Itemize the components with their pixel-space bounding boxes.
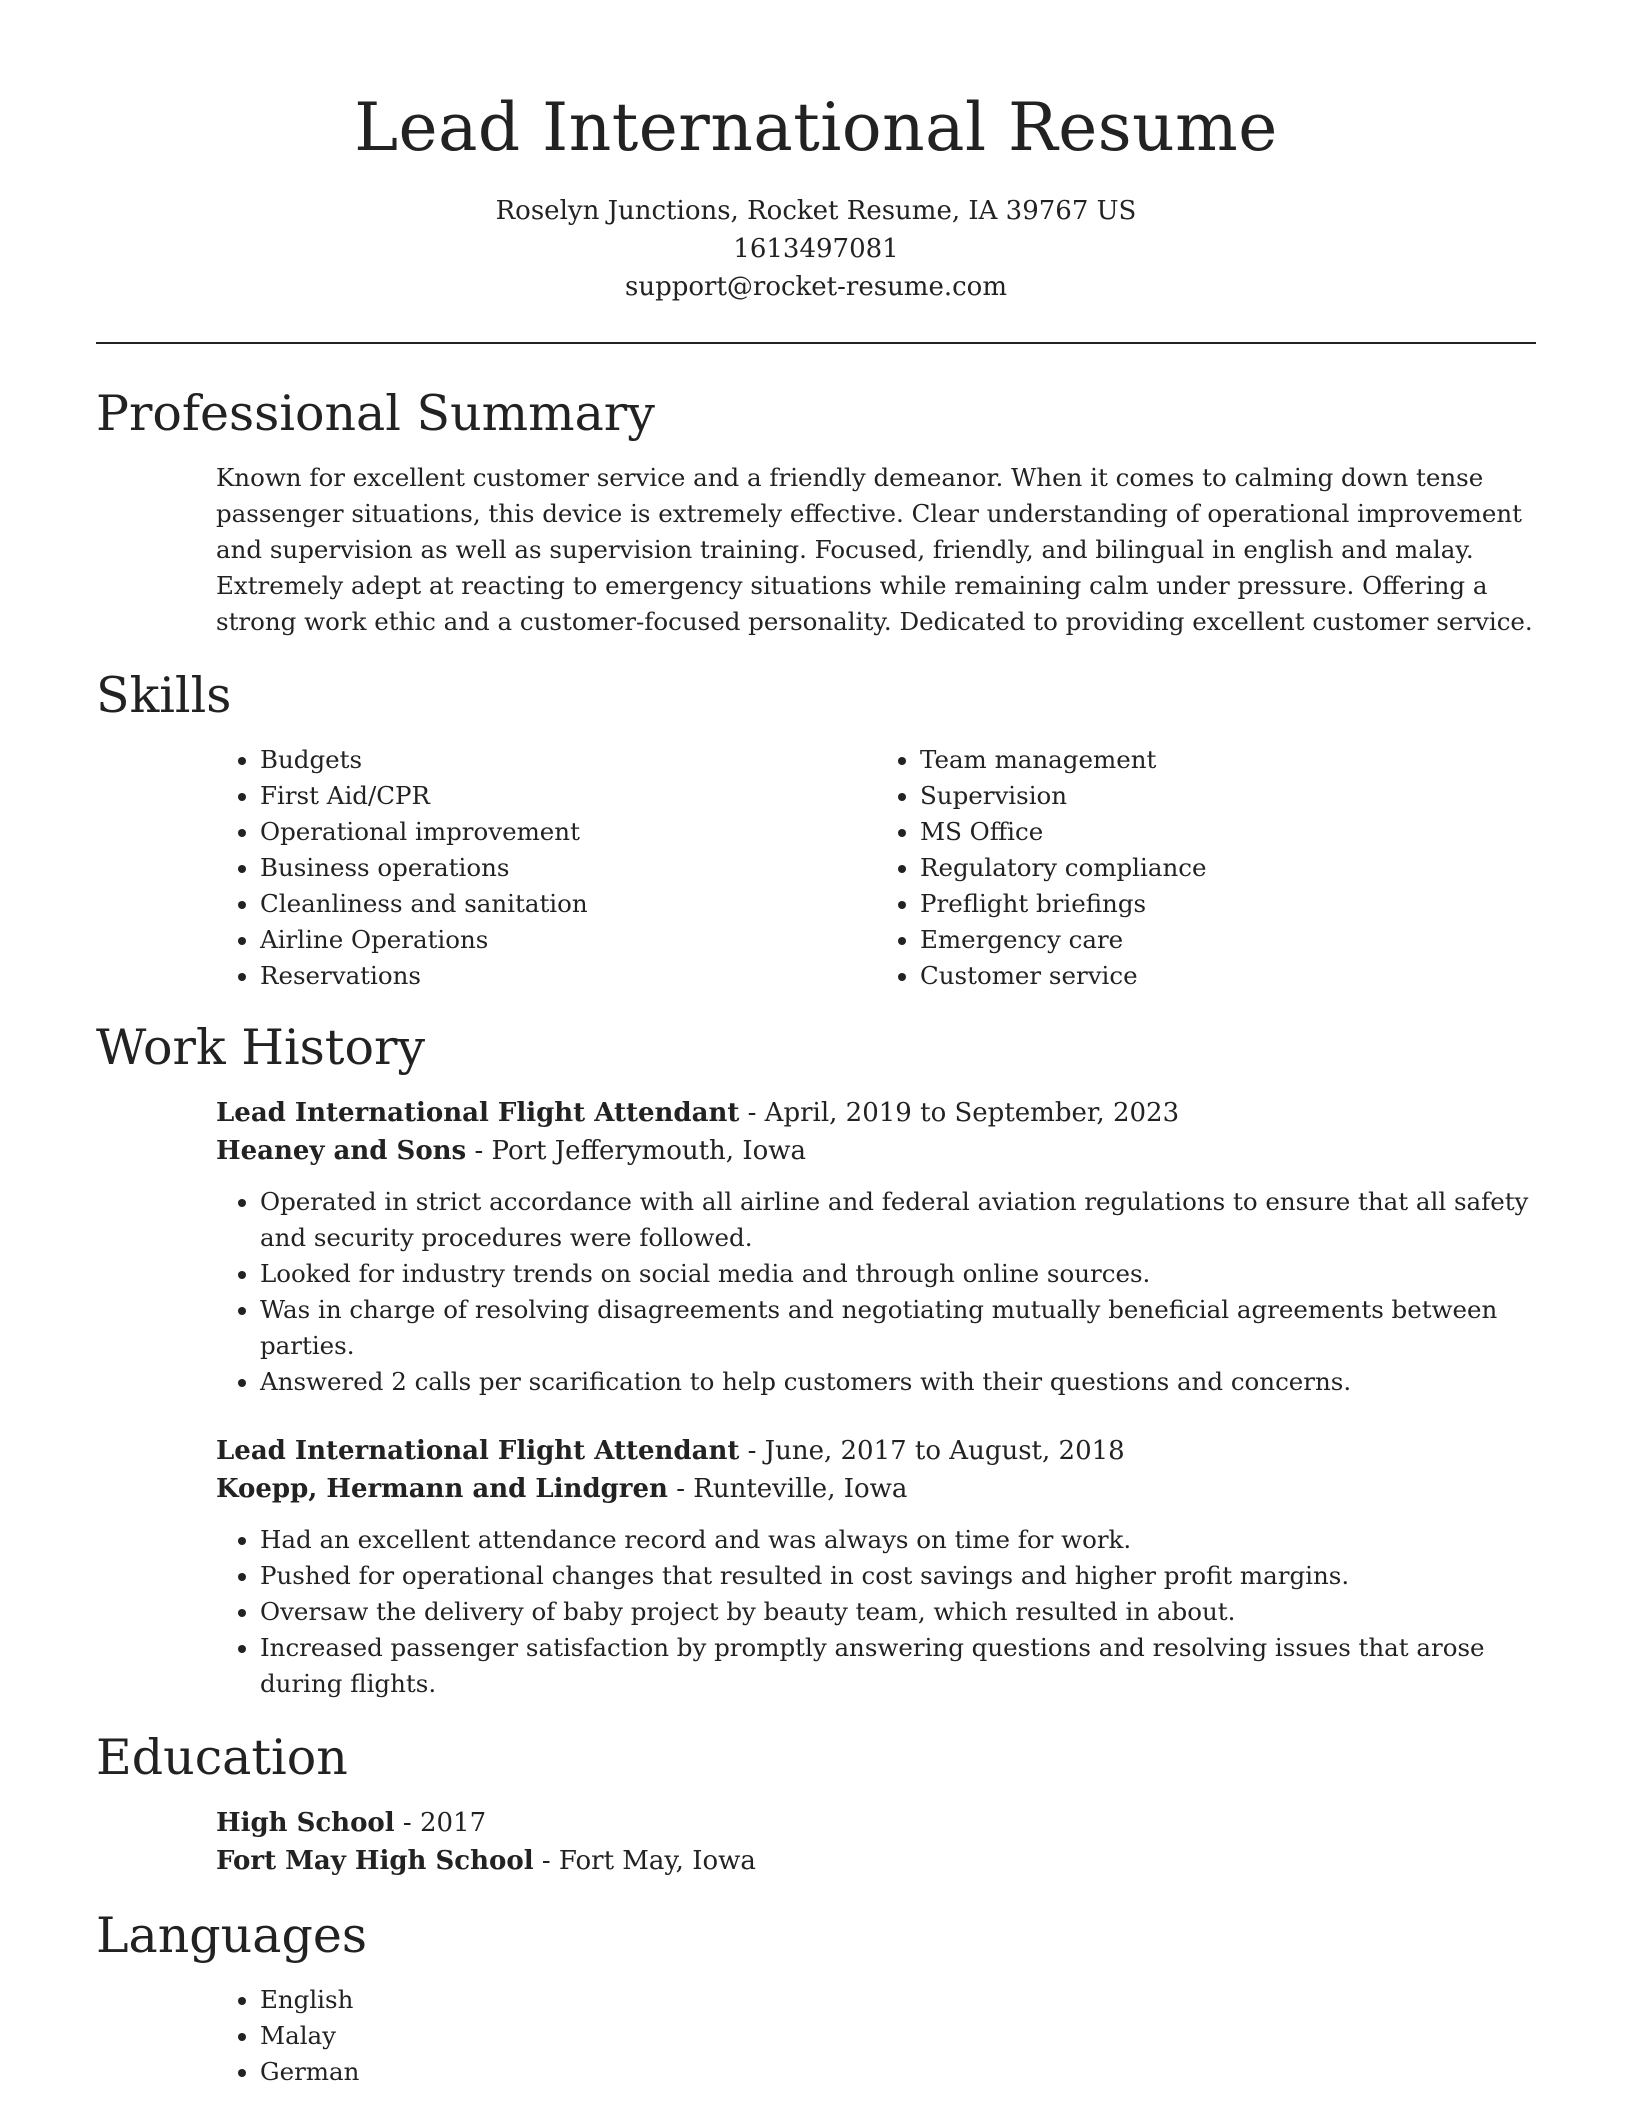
job-entry <box>216 1432 1536 1702</box>
language-item: • Malay <box>260 2018 1536 2054</box>
education-school-line <box>216 1842 1536 1880</box>
education-year: - 2017 <box>394 1808 487 1838</box>
work-heading: Work History <box>96 1019 426 1076</box>
languages-list <box>216 1982 1536 2090</box>
job-company-line <box>216 1470 1536 1508</box>
job-bullet: • Answered 2 calls per scarification to help customers with their questions and concerns. <box>260 1364 1536 1400</box>
contact-phone: 1613497081 <box>733 234 899 264</box>
skill-item: • Regulatory compliance <box>920 850 1536 886</box>
job-bullets <box>216 1522 1536 1702</box>
education-degree-line <box>216 1804 1536 1842</box>
language-item: • German <box>260 2054 1536 2090</box>
skill-item: • MS Office <box>920 814 1536 850</box>
job-company-line <box>216 1132 1536 1170</box>
resume-page <box>96 0 1536 2090</box>
job-bullet: • Was in charge of resolving disagreements and negotiating mutually beneficial agreements between parties. <box>260 1292 1536 1364</box>
education-entry <box>216 1804 1536 1880</box>
job-location: - Runteville, Iowa <box>667 1474 908 1504</box>
contact-info <box>96 192 1536 306</box>
skills-heading: Skills <box>96 667 232 724</box>
skill-item: • Emergency care <box>920 922 1536 958</box>
header-divider <box>96 342 1536 344</box>
job-bullet: • Had an excellent attendance record and was always on time for work. <box>260 1522 1536 1558</box>
summary-heading: Professional Summary <box>96 385 655 442</box>
skill-item: • Preflight briefings <box>920 886 1536 922</box>
skill-item: • Customer service <box>920 958 1536 994</box>
job-location: - Port Jefferymouth, Iowa <box>466 1136 806 1166</box>
skill-item: • Supervision <box>920 778 1536 814</box>
skills-column-left <box>216 742 876 994</box>
education-heading: Education <box>96 1729 348 1786</box>
skill-item: • Business operations <box>260 850 876 886</box>
skill-item: • Budgets <box>260 742 876 778</box>
job-title-line <box>216 1432 1536 1470</box>
summary-body <box>216 460 1536 640</box>
resume-title: Lead International Resume <box>354 89 1278 166</box>
contact-address: Roselyn Junctions, Rocket Resume, IA 39767 US <box>495 196 1137 226</box>
job-bullet: • Looked for industry trends on social media and through online sources. <box>260 1256 1536 1292</box>
language-item: • English <box>260 1982 1536 2018</box>
education-degree: High School <box>216 1808 395 1838</box>
contact-email: support@rocket-resume.com <box>624 272 1007 302</box>
skill-item: • Reservations <box>260 958 876 994</box>
resume-header <box>96 0 1536 344</box>
job-bullet: • Increased passenger satisfaction by promptly answering questions and resolving issues that arose during flights. <box>260 1630 1536 1702</box>
education-section <box>96 1726 1536 1880</box>
job-dates: - April, 2019 to September, 2023 <box>739 1098 1180 1128</box>
languages-section <box>96 1904 1536 2090</box>
job-entry <box>216 1094 1536 1400</box>
skill-item: • Airline Operations <box>260 922 876 958</box>
skill-item: • First Aid/CPR <box>260 778 876 814</box>
skill-item: • Team management <box>920 742 1536 778</box>
skill-item: • Cleanliness and sanitation <box>260 886 876 922</box>
work-section <box>96 1016 1536 1702</box>
job-title-line <box>216 1094 1536 1132</box>
languages-items <box>216 1982 1536 2090</box>
job-title: Lead International Flight Attendant <box>216 1436 740 1466</box>
job-bullet: • Operated in strict accordance with all airline and federal aviation regulations to ensure that all safety and security procedures were followed. <box>260 1184 1536 1256</box>
languages-heading: Languages <box>96 1907 367 1964</box>
skills-section <box>96 664 1536 994</box>
education-location: - Fort May, Iowa <box>533 1846 756 1876</box>
job-title: Lead International Flight Attendant <box>216 1098 740 1128</box>
skills-column-right <box>876 742 1536 994</box>
skills-list <box>216 742 1536 994</box>
job-bullet: • Pushed for operational changes that resulted in cost savings and higher profit margins. <box>260 1558 1536 1594</box>
job-bullet: • Oversaw the delivery of baby project by beauty team, which resulted in about. <box>260 1594 1536 1630</box>
summary-section <box>96 382 1536 640</box>
summary-text: Known for excellent customer service and a friendly demeanor. When it comes to calming down tense passenger situations, this device is extremely effective. Clear understanding of operational improvement and supervision as well as supervision training. Focused, friendly, and bilingual in english and malay. Extremely adept at reacting to emergency situations while remaining calm under pressure. Offering a strong work ethic and a customer-focused personality. Dedicated to providing excellent customer service. <box>216 463 1533 636</box>
job-company: Koepp, Hermann and Lindgren <box>216 1474 668 1504</box>
job-company: Heaney and Sons <box>216 1136 467 1166</box>
job-dates: - June, 2017 to August, 2018 <box>739 1436 1125 1466</box>
education-school: Fort May High School <box>216 1846 534 1876</box>
skill-item: • Operational improvement <box>260 814 876 850</box>
job-bullets <box>216 1184 1536 1400</box>
